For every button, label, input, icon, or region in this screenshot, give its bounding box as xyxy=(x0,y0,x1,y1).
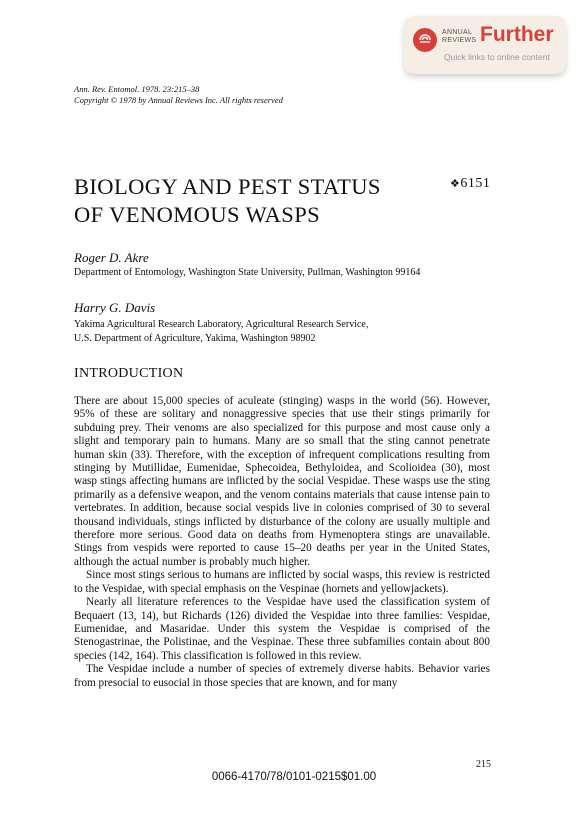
section-heading: INTRODUCTION xyxy=(74,366,184,381)
paragraph: There are about 15,000 species of aculeate (stinging) wasps in the world (56). However, 95% of these are solitary and nonaggressive species that use their stings primarily for subduing prey. Their venoms are also specialized for this purpose and most cause only a slight and temporary pain to humans. Many are so small that the sting cannot penetrate human skin (33). Therefore, with the exception of infrequent complications resulting from stinging by Mutillidae, Eumenidae, Sphecoidea, Bethyloidea, and Scolioidea (30), most wasp stings affecting humans are inflicted by the social Vespidae. These wasps use the sting primarily as a defensive weapon, and the venom contains materials that cause intense pain to vertebrates. In addition, because social vespids live in colonies comprised of 30 to several thousand individuals, stings inflicted by disturbance of the colony are usually multiple and therefore more serious. Good data on deaths from Hymenoptera stings are unavailable. Stings from vespids were reported to cause 15–20 deaths per year in the United States, although the actual number is probably much higher. xyxy=(74,395,490,568)
paragraph: Since most stings serious to humans are inflicted by social wasps, this review is restricted to the Vespidae, with special emphasis on the Vespinae (hornets and yellowjackets). xyxy=(74,569,490,595)
further-links-badge[interactable] xyxy=(404,16,566,74)
badge-subtitle: Quick links to online content xyxy=(444,52,550,62)
author-name: Roger D. Akre xyxy=(74,250,149,265)
diamond-icon: ❖ xyxy=(450,178,461,190)
copyright-line: Copyright © 1978 by Annual Reviews Inc. All rights reserved xyxy=(74,95,283,105)
annual-reviews-logo-icon xyxy=(413,28,437,52)
article-body xyxy=(74,395,490,690)
page-number: 215 xyxy=(476,759,491,770)
paragraph: The Vespidae include a number of species of extremely diverse habits. Behavior varies from presocial to eusocial in those species that are known, and for many xyxy=(74,663,490,689)
further-label: Further xyxy=(480,23,554,46)
paragraph: Nearly all literature references to the Vespidae have used the classification system of Bequaert (13, 14), but Richards (126) divided the Vespidae into three families: Vespidae, Eumenidae, and Masaridae. Under this system the Vespidae is comprised of the Stenogastrinae, the Polistinae, and the Vespinae. These three subfamilies contain about 800 species (142, 164). This classification is followed in this review. xyxy=(74,596,490,662)
brand-line-1: ANNUAL xyxy=(442,29,473,36)
author-affiliation: Department of Entomology, Washington State University, Pullman, Washington 99164 xyxy=(74,267,421,278)
article-code xyxy=(450,176,490,192)
brand-line-2: REVIEWS xyxy=(442,37,477,44)
journal-citation: Ann. Rev. Entomol. 1978. 23:215–38 xyxy=(74,84,200,94)
author-affiliation: U.S. Department of Agriculture, Yakima, Washington 98902 xyxy=(74,333,316,344)
author-name: Harry G. Davis xyxy=(74,300,156,315)
footer-code: 0066-4170/78/0101-0215$01.00 xyxy=(211,771,377,783)
article-title: BIOLOGY AND PEST STATUS OF VENOMOUS WASPS xyxy=(74,174,381,227)
article-code-number: 6151 xyxy=(460,176,491,191)
author-affiliation: Yakima Agricultural Research Laboratory, Agricultural Research Service, xyxy=(74,319,369,330)
